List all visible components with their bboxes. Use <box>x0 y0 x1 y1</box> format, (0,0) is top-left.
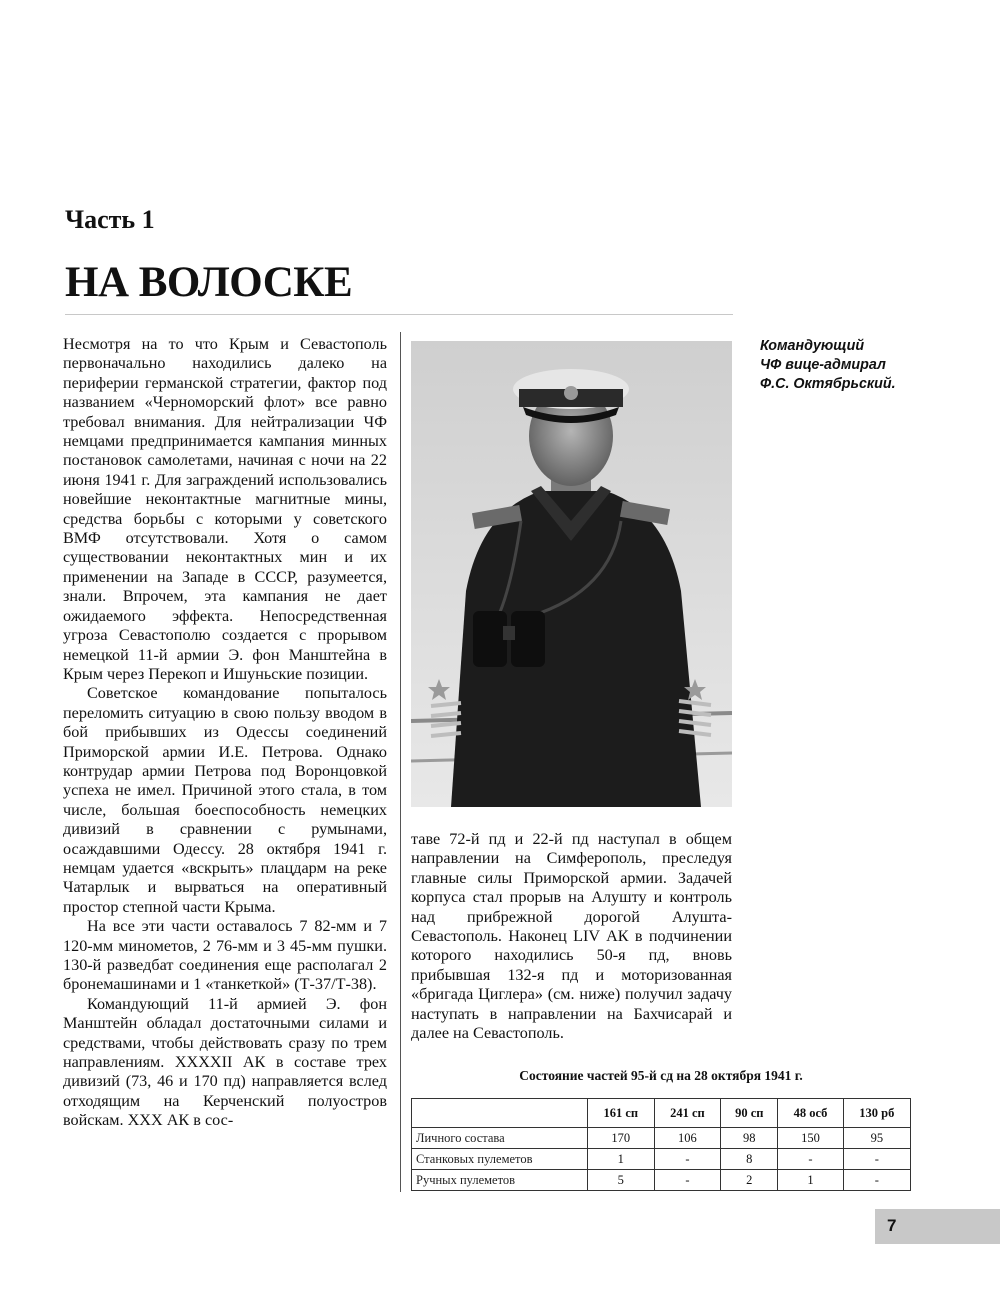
table-cell: 150 <box>778 1128 843 1149</box>
row-label: Станковых пулеметов <box>412 1149 588 1170</box>
paragraph: Советское командование попыталось переломить ситуацию в свою пользу вводом в бой прибывших из Одессы соединений Приморской армии И.Е. Петрова. Однако контрудар армии Петрова под Воронцовкой успеха не имел. Причиной этого стала, в том числе, большая боеспособность немецких дивизий в сравнении с румынами, осаждавшими Одессу. 28 октября 1941 г. немцам удается «вскрыть» плацдарм на реке Чатарлык и вырваться на оперативный простор степной части Крыма. <box>63 684 387 916</box>
table-cell: 95 <box>843 1128 910 1149</box>
table-row <box>412 1170 911 1191</box>
table-cell: - <box>843 1149 910 1170</box>
left-text-column <box>63 335 387 1131</box>
table-row <box>412 1149 911 1170</box>
table-cell: 8 <box>721 1149 778 1170</box>
table-cell: - <box>778 1149 843 1170</box>
admiral-portrait-photo <box>411 341 732 807</box>
column-divider <box>400 332 401 1192</box>
column-header: 241 сп <box>654 1099 721 1128</box>
chapter-title: НА ВОЛОСКЕ <box>65 259 353 306</box>
table-cell: - <box>654 1149 721 1170</box>
middle-text-column <box>411 830 732 1043</box>
paragraph: Несмотря на то что Крым и Севастополь первоначально находились далеко на периферии германской стратегии, фактор под названием «Черноморский флот» все равно требовал внимания. Для нейтрализации ЧФ немцами предпринимается кампания минных постановок самолетами, начиная с ночи на 22 июня 1941 г. Для заграждений использовались новейшие неконтактные магнитные мины, средства борьбы с которыми у советского ВМФ отсутствовали. Хотя о самом существовании неконтактных мин и их применении на Западе в СССР, разумеется, знали. Впрочем, эта кампания не дает ожидаемого эффекта. Непосредственная угроза Севастополю создается с прорывом немецкой 11-й армии Э. фон Манштейна в Крым через Перекоп и Ишуньские позиции. <box>63 335 387 683</box>
page-number: 7 <box>887 1216 897 1235</box>
paragraph: На все эти части оставалось 7 82-мм и 7 120-мм минометов, 2 76-мм и 3 45-мм пушки. 130-й разведбат соединения еще располагал 2 бронемашинами и 1 «танкеткой» (Т-37/Т-38). <box>63 917 387 994</box>
part-label: Часть 1 <box>65 205 155 234</box>
column-header <box>412 1099 588 1128</box>
table-cell: 1 <box>588 1149 655 1170</box>
row-label: Личного состава <box>412 1128 588 1149</box>
column-header: 48 осб <box>778 1099 843 1128</box>
column-header: 90 сп <box>721 1099 778 1128</box>
photo-caption <box>760 337 960 394</box>
table-cell: 170 <box>588 1128 655 1149</box>
table-cell: 1 <box>778 1170 843 1191</box>
caption-line: Ф.С. Октябрьский. <box>760 376 896 392</box>
column-header: 130 рб <box>843 1099 910 1128</box>
paragraph: таве 72-й пд и 22-й пд наступал в общем направлении на Симферополь, преследуя главные силы Приморской армии. Задачей корпуса стал прорыв на Алушту и контроль над прибрежной дорогой Алушта-Севастополь. Наконец LIV АК в подчинении которого находились 50-я пд, вновь прибывшая 132-я пд и моторизованная «бригада Циглера» (см. ниже) получил задачу наступать в направлении на Бахчисарай и далее на Севастополь. <box>411 830 732 1043</box>
table-cell: 5 <box>588 1170 655 1191</box>
table-cell: - <box>843 1170 910 1191</box>
table-title: Состояние частей 95-й сд на 28 октября 1941 г. <box>519 1068 803 1083</box>
paragraph: Командующий 11-й армией Э. фон Манштейн обладал достаточными силами и средствами, чтобы действовать сразу по трем направлениям. XXXXII АК в составе трех дивизий (73, 46 и 170 пд) направляется вслед отходящим на Керченский полуостров войскам. XXX АК в сос- <box>63 994 387 1130</box>
table-header-row <box>412 1099 911 1128</box>
row-label: Ручных пулеметов <box>412 1170 588 1191</box>
table-row <box>412 1128 911 1149</box>
table-cell: 106 <box>654 1128 721 1149</box>
page-number-tab <box>875 1209 1000 1244</box>
table-cell: 98 <box>721 1128 778 1149</box>
table-cell: - <box>654 1170 721 1191</box>
caption-line: ЧФ вице-адмирал <box>760 357 886 373</box>
table-cell: 2 <box>721 1170 778 1191</box>
title-divider <box>65 314 733 315</box>
caption-line: Командующий <box>760 338 865 354</box>
column-header: 161 сп <box>588 1099 655 1128</box>
unit-status-table <box>411 1098 911 1191</box>
